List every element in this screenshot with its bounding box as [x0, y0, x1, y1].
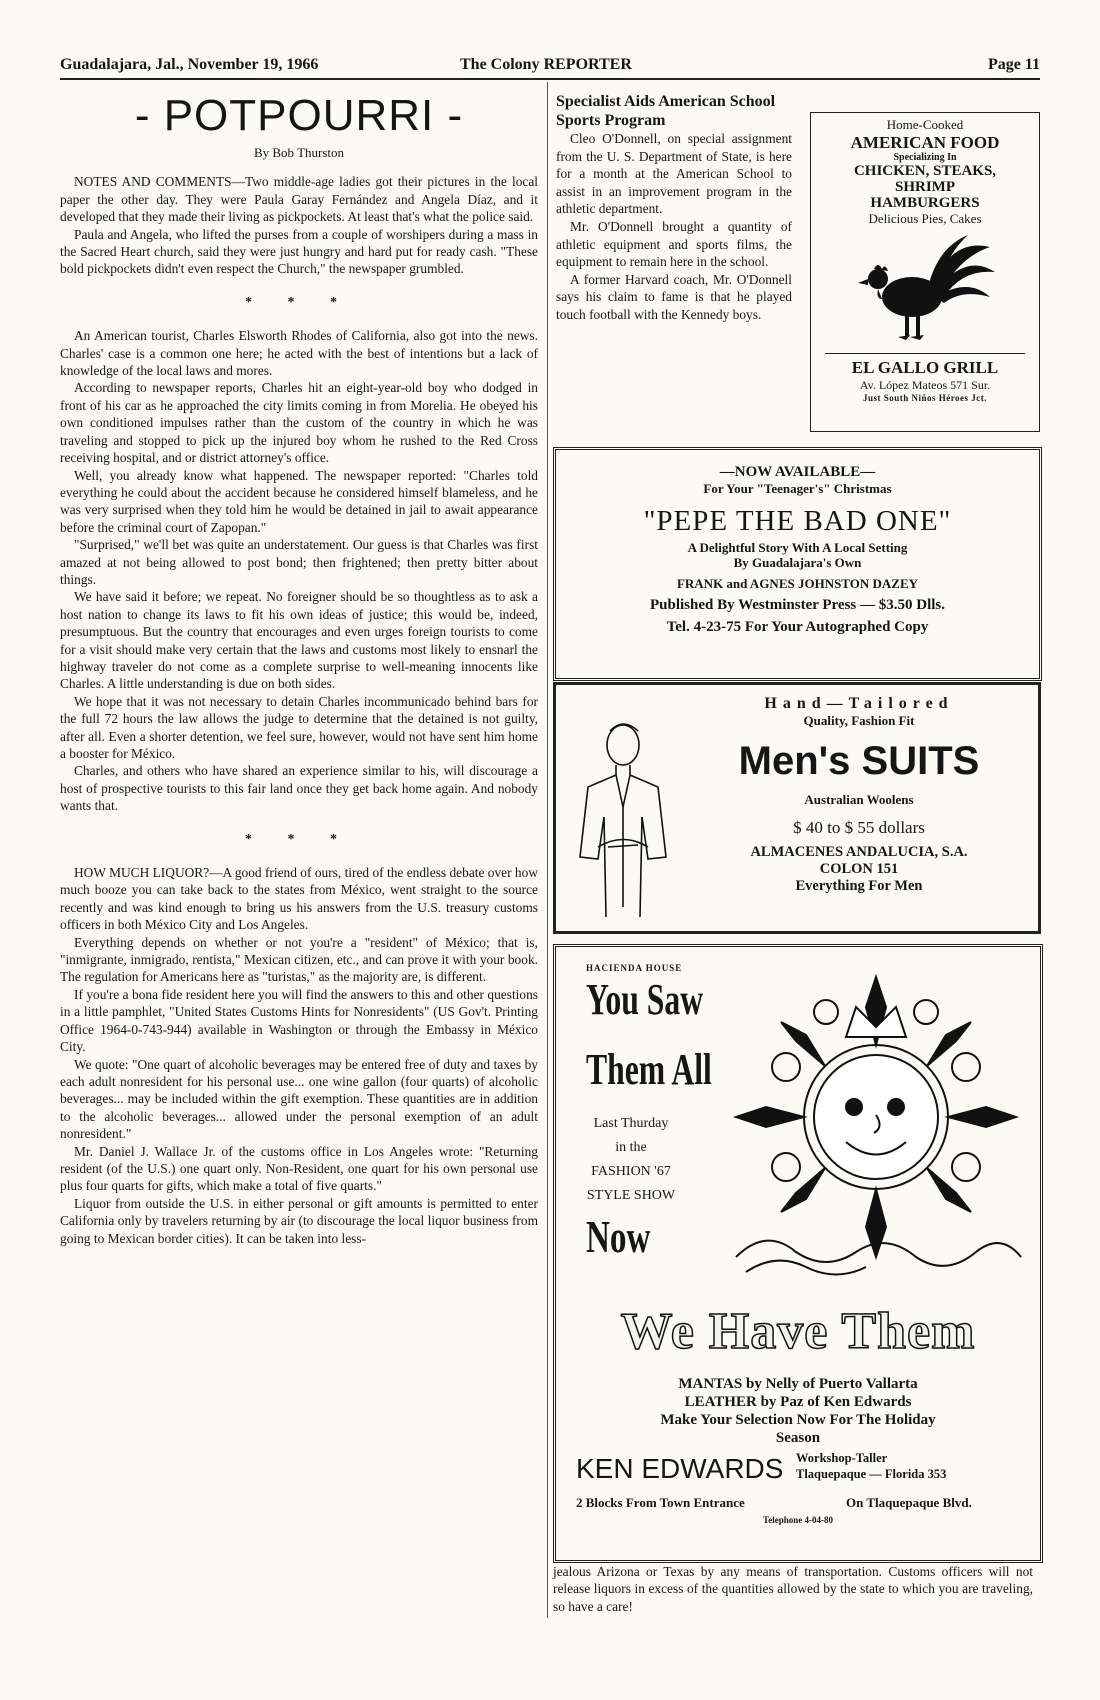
paragraph: A former Harvard coach, Mr. O'Donnell says his claim to fame is that he played touch football with the Kennedy boys. — [556, 271, 792, 322]
ad-line: 2 Blocks From Town Entrance — [576, 1495, 745, 1510]
sun-face-icon — [726, 967, 1026, 1287]
ad-headline: We Have Them — [620, 1303, 976, 1360]
ad-headline: You Saw — [586, 975, 704, 1024]
store-phone: Telephone 4-04-80 — [763, 1515, 833, 1525]
ad-line: MANTAS by Nelly of Puerto Vallarta — [678, 1376, 918, 1392]
ad-headline: Them All — [586, 1045, 712, 1094]
store-address: COLON 151 — [819, 861, 899, 877]
paragraph: If you're a bona fide resident here you will find the answers to this and other questions in a little pamphlet, "United States Customs Hints for Nonresidents" (US Gov't. Printing Office 1964-0-743-944) available in Washington or through the Embassy in México City. — [60, 986, 538, 1055]
paragraph: Mr. O'Donnell brought a quantity of athletic equipment and sports films, the equipment to remain here in the school. — [556, 218, 792, 270]
ad-line: Make Your Selection Now For The Holiday — [660, 1412, 936, 1428]
ad-line: Specializing In — [893, 152, 957, 163]
restaurant-directions: Just South Niños Héroes Jct. — [862, 393, 988, 403]
column-title: - POTPOURRI - — [134, 91, 464, 140]
book-title: "PEPE THE BAD ONE" — [643, 505, 952, 537]
store-address — [796, 1450, 946, 1482]
ad-line: Australian Woolens — [804, 792, 914, 807]
section-divider: * * * — [245, 831, 353, 847]
paragraph: We have said it before; we repeat. No foreigner should be so thoughtless as to ask a host nation to change its laws to fit his own ideas of justice; this would be, indeed, presumptuous. But the country that encourages and even urges foreign tourists to come for a visit should make very certain that the laws and customs most likely to ensnarl the highway traveler do not come as a complete surprise to well-meaning innocents like Charles. A little understanding is due on both sides. — [60, 589, 538, 692]
newspaper-name: The Colony REPORTER — [460, 56, 632, 73]
ad-line: Tel. 4-23-75 For Your Autographed Copy — [666, 619, 929, 635]
sports-headline: Specialist Aids American School Sports Program — [556, 93, 776, 129]
ken-edwards-ad — [553, 944, 1043, 1563]
sports-article — [556, 92, 792, 324]
ad-headline: Now — [586, 1211, 651, 1262]
restaurant-name: EL GALLO GRILL — [851, 358, 999, 377]
potpourri-column — [60, 90, 538, 1247]
ad-line: For Your "Teenager's" Christmas — [703, 481, 892, 496]
paragraph: HOW MUCH LIQUOR?—A good friend of ours, tired of the endless debate over how much booze you can take back to the states from México, went straight to the source recently and was kind enough to bring us his answers from the U.S. treasury customs officers in both México City and Los Angeles. — [60, 865, 538, 933]
ad-line: HAMBURGERS — [870, 195, 980, 211]
paragraph: Charles, and others who have shared an experience similar to his, will discourage a host of prospective tourists to this fair land once they get back home again. And nobody wants that. — [60, 763, 538, 814]
byline: By Bob Thurston — [253, 145, 345, 160]
man-in-suit-icon — [568, 707, 678, 927]
paragraph: We quote: "One quart of alcoholic beverages may be entered free of duty and taxes by each adult nonresident for his personal use... one wine gallon (four quarts) of alcoholic beverages... may be included within the gift exemption. These quantities are in addition to the alcoholic beverages... allowed under the personal exemption of an adult nonresident." — [60, 1056, 538, 1142]
rooster-icon — [850, 227, 1000, 347]
paragraph: Mr. Daniel J. Wallace Jr. of the customs office in Los Angeles wrote: "Returning resident (of the U.S.) one quart only. Non-Resident, one quart for his own personal use plus four quarts for gifts, which make a total of five quarts." — [60, 1143, 538, 1194]
ad-line: Published By Westminster Press — $3.50 Dlls. — [649, 597, 946, 613]
paragraph: NOTES AND COMMENTS—Two middle-age ladies got their pictures in the local paper the other day. They were Paula Garay Fernández and Angela Díaz, and it developed that they made their living as pickpockets. At least that's what the police said. — [60, 174, 538, 225]
pepe-book-ad — [553, 447, 1042, 681]
article-continuation: jealous Arizona or Texas by any means of transportation. Customs officers will not release liquors in excess of the quantities allowed by the state to which you are traveling, so have a care! — [553, 1564, 1033, 1614]
paragraph: Liquor from outside the U.S. in either personal or gift amounts is permitted to enter California only by travelers returning by air (to discourage the local liquor business from going to Mexican border cities). It can be taken into less- — [60, 1195, 538, 1246]
suits-ad-text — [684, 695, 1034, 895]
paragraph: An American tourist, Charles Elsworth Rhodes of California, also got into the news. Charles' case is a common one here; he acted with the best of intentions but a lack of knowledge of the local laws and mores. — [60, 328, 538, 379]
ad-kicker: HACIENDA HOUSE — [586, 963, 683, 973]
paragraph: Everything depends on whether or not you're a "resident" of México; that is, "inmigrante, inmigrado, rentista," Mexican citizen, etc., and can prove it with your book. The regulation for Americans here as "turistas," as the majority are, is different. — [60, 934, 538, 985]
ad-line: Workshop-Taller — [796, 1451, 888, 1465]
paragraph: Cleo O'Donnell, on special assignment from the U. S. Department of State, is here for a month at the American School to assist in an improvement program in the athletic department. — [556, 131, 792, 217]
dateline: Guadalajara, Jal., November 19, 1966 — [60, 56, 319, 73]
ad-line: Hand—Tailored — [764, 695, 954, 712]
ad-line: On Tlaquepaque Blvd. — [846, 1495, 972, 1510]
ad-line: SHRIMP — [895, 179, 955, 195]
paragraph: According to newspaper reports, Charles hit an eight-year-old boy who dodged in front of his car as he approached the city limits coming in from Morelia. He obeyed his own conditioned impulses rather than the custom of the country in which he was traveling and stopped to pick up the injured boy whom he rushed to the Red Cross receiving hospital, and or district attorney's office. — [60, 380, 538, 466]
ad-line: FASHION '67 — [591, 1164, 671, 1179]
restaurant-address: Av. López Mateos 571 Sur. — [859, 378, 991, 392]
suits-headline: Men's SUITS — [738, 739, 980, 783]
column-rule — [547, 82, 548, 1618]
store-name: KEN EDWARDS — [576, 1453, 784, 1484]
ad-line: Season — [775, 1430, 821, 1446]
ad-line: Last Thurday — [593, 1116, 669, 1131]
ad-line: STYLE SHOW — [586, 1188, 676, 1203]
ad-line: Quality, Fashion Fit — [803, 713, 915, 728]
ad-line: Tlaquepaque — Florida 353 — [796, 1467, 947, 1481]
ad-line: Home-Cooked — [886, 117, 964, 132]
paragraph: Well, you already know what happened. The newspaper reported: "Charles told everything he could about the accident because he considered himself blameless, and he was very surprised when they told him he would be detained in jail to await appearance before the criminal court of Zapopan." — [60, 467, 538, 535]
ad-line: AMERICAN FOOD — [850, 133, 1000, 152]
ad-line: A Delightful Story With A Local Setting — [687, 540, 908, 555]
page-header — [60, 52, 1040, 78]
ad-line: in the — [615, 1140, 647, 1155]
mens-suits-ad — [553, 682, 1041, 934]
section-divider: * * * — [245, 294, 353, 310]
paragraph: We hope that it was not necessary to detain Charles incommunicado behind bars for the full 72 hours the law allows the judge to determine that the detained is not guilty, after all. Even a shorter detention, we feel sure, however, would not have sent him home a booster for México. — [60, 693, 538, 761]
ad-line: By Guadalajara's Own — [733, 555, 862, 570]
book-authors: FRANK and AGNES JOHNSTON DAZEY — [676, 576, 919, 591]
ad-line: CHICKEN, STEAKS, — [853, 163, 997, 179]
paragraph: "Surprised," we'll bet was quite an understatement. Our guess is that Charles was first amazed at not being allowed to post bond; then frightened; then pretty bitter about things. — [60, 537, 538, 587]
store-name: ALMACENES ANDALUCIA, S.A. — [750, 844, 968, 860]
suit-price: $ 40 to $ 55 dollars — [793, 818, 925, 837]
store-slogan: Everything For Men — [795, 878, 923, 894]
ad-line: Delicious Pies, Cakes — [868, 211, 982, 226]
ad-offer-text — [556, 1375, 1040, 1447]
header-rule — [60, 78, 1040, 80]
page-number: Page 11 — [988, 56, 1040, 73]
ad-line: LEATHER by Paz of Ken Edwards — [684, 1394, 912, 1410]
ad-line: —NOW AVAILABLE— — [719, 464, 876, 480]
el-gallo-grill-ad — [810, 112, 1040, 432]
fashion-show-text — [576, 1112, 686, 1208]
paragraph: Paula and Angela, who lifted the purses from a couple of worshipers during a mass in the Sacred Heart church, said they were just hungry and hard put for ready cash. "These bold pickpockets didn't even respect the Church," the newspaper grumbled. — [60, 226, 538, 277]
